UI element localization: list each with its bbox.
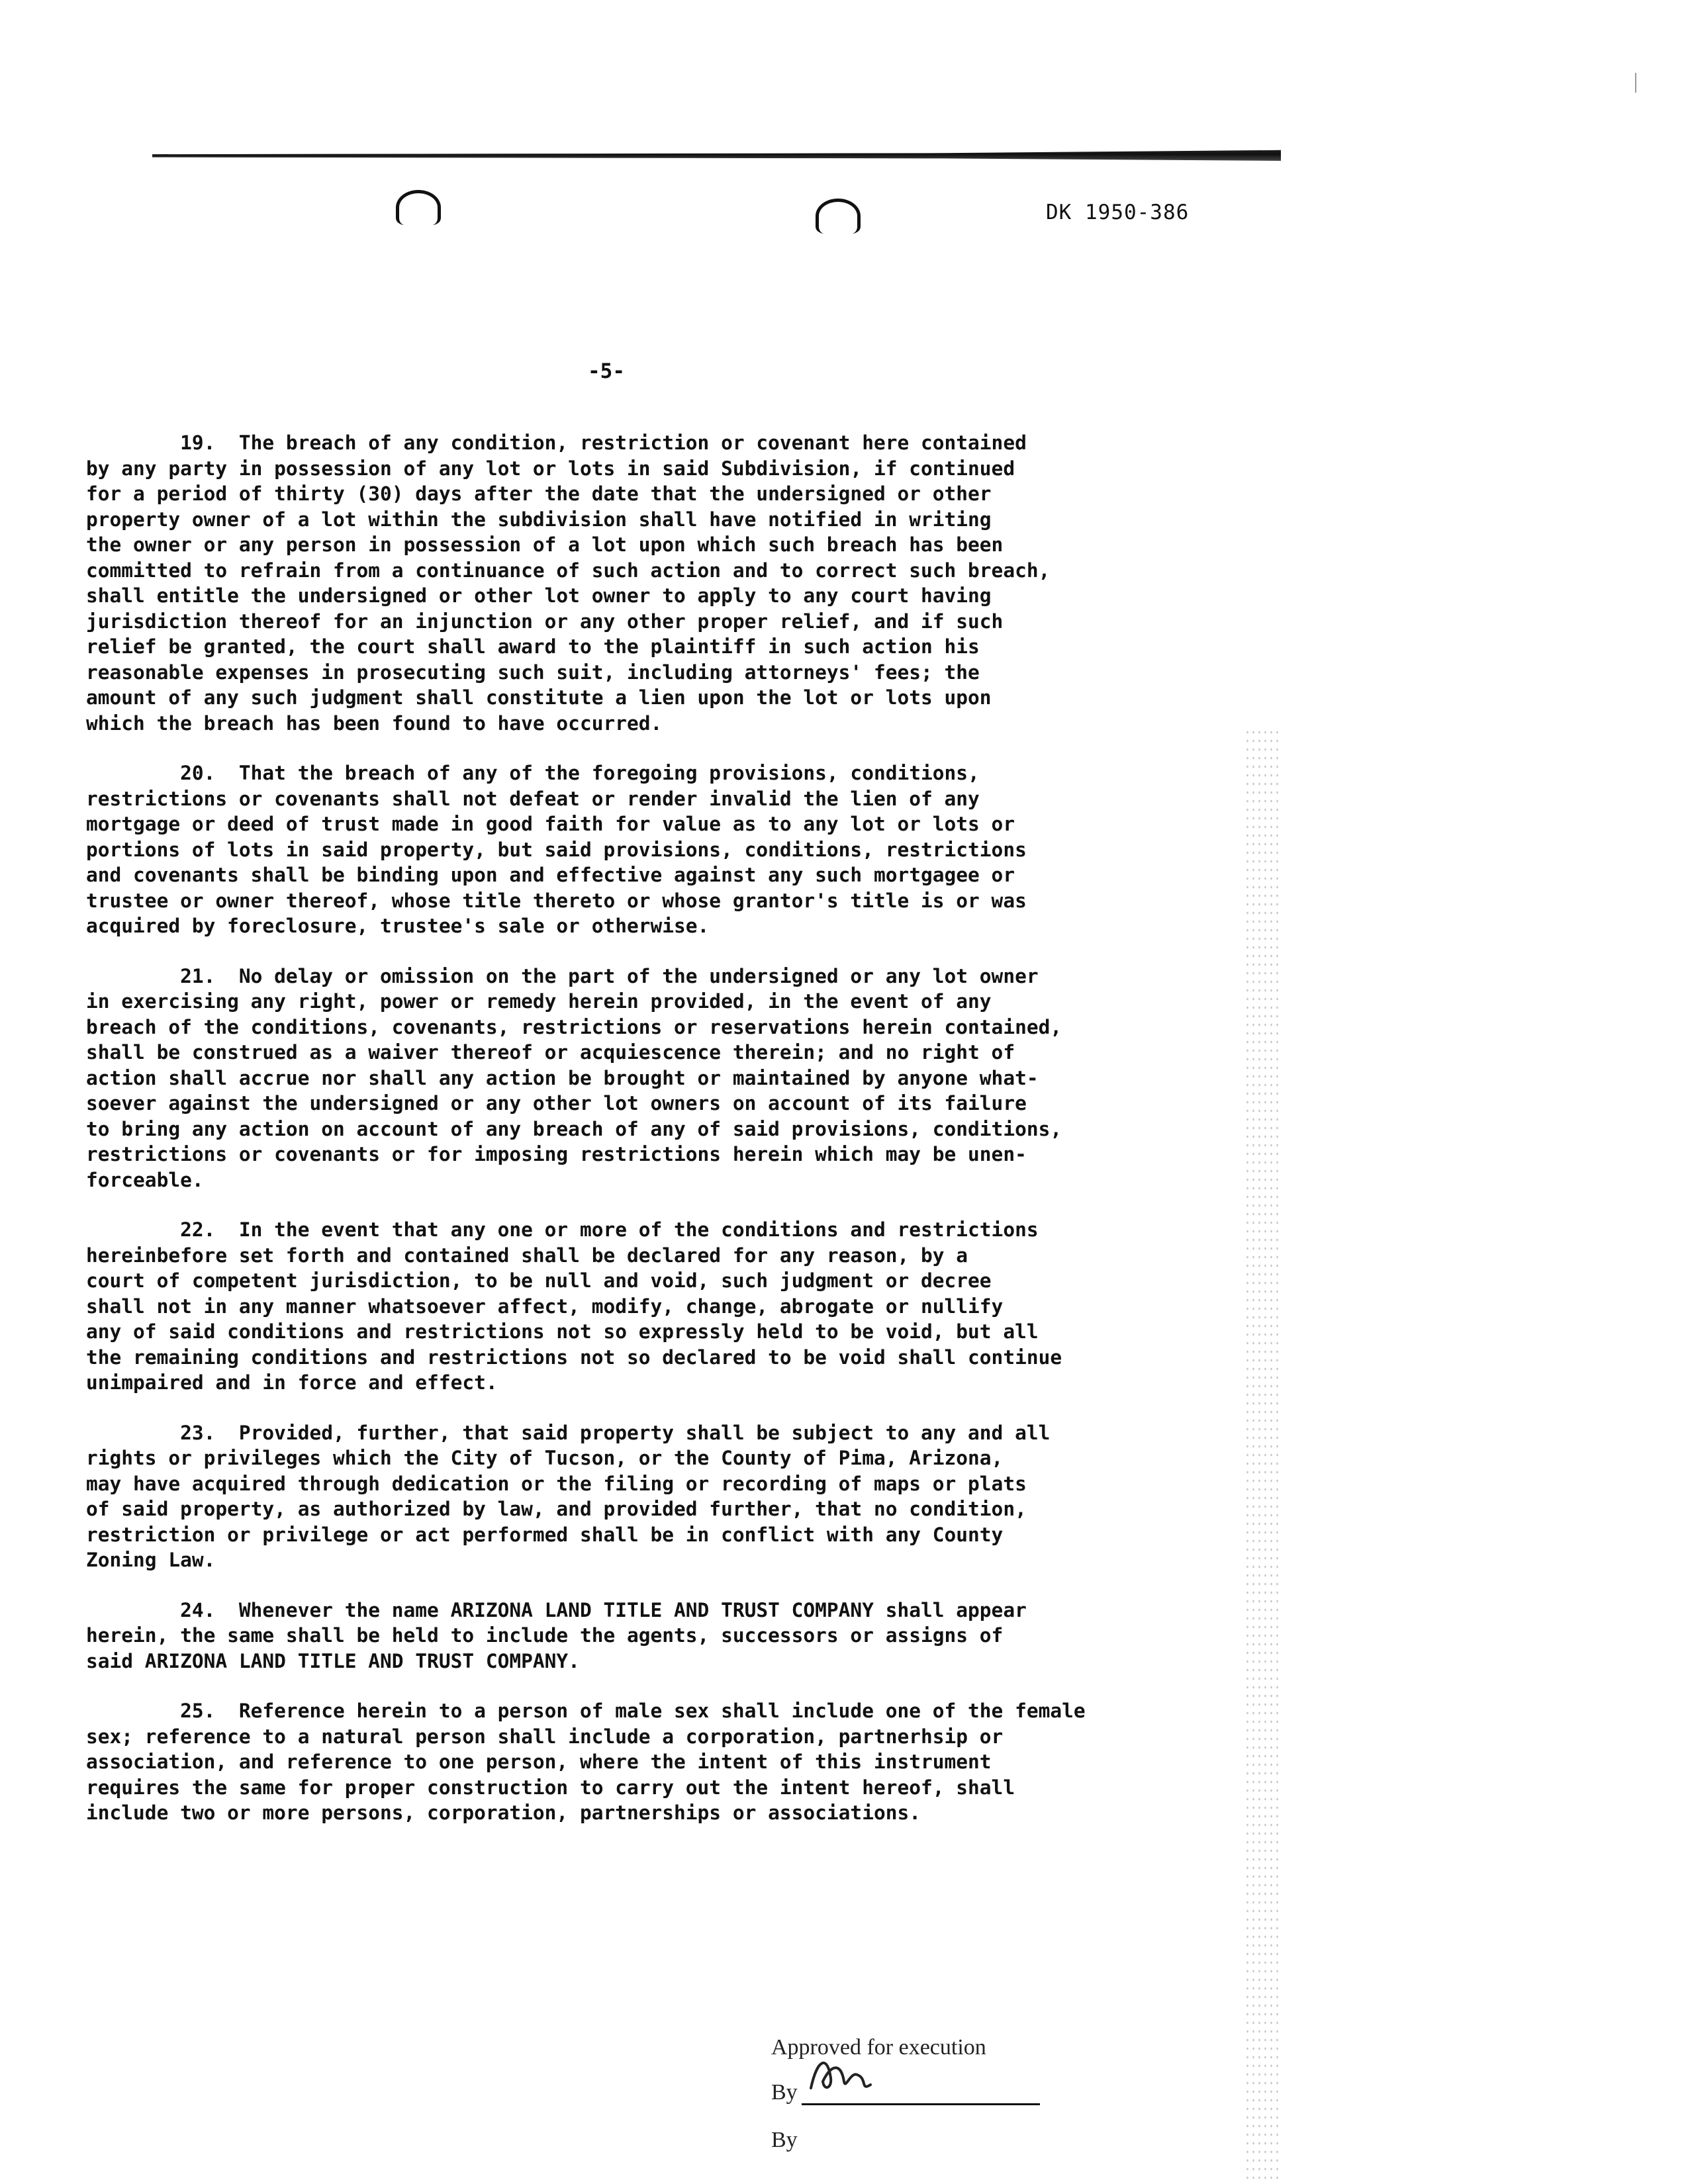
text-line: amount of any such judgment shall constitute a lien upon the lot or lots upon — [86, 686, 992, 709]
text-line: shall entitle the undersigned or other lot owner to apply to any court having — [86, 584, 992, 607]
text-line: shall not in any manner whatsoever affect, modify, change, abrogate or nullify — [86, 1295, 1004, 1318]
text-line: trustee or owner thereof, whose title thereto or whose grantor's title is or was — [86, 889, 1027, 912]
text-line: in exercising any right, power or remedy herein provided, in the event of any — [86, 990, 992, 1013]
text-line: of said property, as authorized by law, and provided further, that no condition, — [86, 1498, 1027, 1520]
text-line: relief be granted, the court shall award to the plaintiff in such action his — [86, 635, 980, 658]
text-line: 22. In the event that any one or more of the conditions and restrictions — [86, 1218, 1039, 1241]
text-line: committed to refrain from a continuance of such action and to correct such breach, — [86, 559, 1051, 582]
paragraph-25 — [86, 1698, 1152, 1826]
text-line: mortgage or deed of trust made in good faith for value as to any lot or lots or — [86, 813, 1015, 835]
text-line: any of said conditions and restrictions not so expressly held to be void, but all — [86, 1320, 1039, 1343]
text-line: rights or privileges which the City of Tucson, or the County of Pima, Arizona, — [86, 1447, 1004, 1469]
text-line: and covenants shall be binding upon and effective against any such mortgagee or — [86, 864, 1015, 886]
punch-hole-icon — [816, 199, 861, 234]
text-line: shall be construed as a waiver thereof or acquiescence therein; and no right of — [86, 1041, 1015, 1064]
signature-line-2 — [771, 2128, 1040, 2153]
paragraph-21 — [86, 964, 1152, 1193]
paragraph-19 — [86, 430, 1152, 736]
punch-hole-icon — [396, 190, 441, 225]
text-line: hereinbefore set forth and contained shall be declared for any reason, by a — [86, 1244, 968, 1267]
text-line: association, and reference to one person, where the intent of this instrument — [86, 1751, 992, 1773]
text-line: 24. Whenever the name ARIZONA LAND TITLE AND TRUST COMPANY shall appear — [86, 1598, 1027, 1621]
text-line: requires the same for proper construction to carry out the intent hereof, shall — [86, 1776, 1015, 1799]
text-line: 25. Reference herein to a person of male sex shall include one of the female — [86, 1700, 1086, 1722]
text-line: property owner of a lot within the subdivision shall have notified in writing — [86, 508, 992, 531]
text-line: portions of lots in said property, but said provisions, conditions, restrictions — [86, 838, 1027, 861]
text-line: unimpaired and in force and effect. — [86, 1371, 498, 1394]
paragraph-22 — [86, 1217, 1152, 1396]
text-line: breach of the conditions, covenants, restrictions or reservations herein contained, — [86, 1015, 1062, 1038]
text-line: which the breach has been found to have occurred. — [86, 711, 663, 735]
text-line: to bring any action on account of any breach of any of said provisions, conditions, — [86, 1117, 1062, 1140]
text-line: 19. The breach of any condition, restriction or covenant here contained — [86, 432, 1027, 454]
text-line: court of competent jurisdiction, to be null and void, such judgment or decree — [86, 1269, 992, 1292]
text-line: 20. That the breach of any of the foregoing provisions, conditions, — [86, 762, 980, 784]
page-number: -5- — [588, 359, 625, 383]
text-line: forceable. — [86, 1168, 204, 1191]
document-number: DK 1950-386 — [1046, 201, 1190, 224]
text-line: action shall accrue nor shall any action be brought or maintained by anyone what- — [86, 1066, 1039, 1089]
signature-rule — [802, 2099, 1040, 2105]
paragraph-20 — [86, 760, 1152, 939]
text-line: sex; reference to a natural person shall include a corporation, partnerhsip or — [86, 1725, 1004, 1748]
text-line: the remaining conditions and restrictions not so declared to be void shall continue — [86, 1345, 1062, 1369]
text-line: restrictions or covenants or for imposing restrictions herein which may be unen- — [86, 1143, 1027, 1165]
text-line: restriction or privilege or act performed shall be in conflict with any County — [86, 1523, 1004, 1546]
text-line: 23. Provided, further, that said property shall be subject to any and all — [86, 1421, 1051, 1444]
text-line: by any party in possession of any lot or lots in said Subdivision, if continued — [86, 457, 1015, 480]
approved-for-execution-label: Approved for execution — [771, 2035, 986, 2060]
by-label: By — [771, 2080, 798, 2105]
text-line: herein, the same shall be held to include the agents, successors or assigns of — [86, 1624, 1004, 1647]
text-line: for a period of thirty (30) days after the date that the undersigned or other — [86, 482, 992, 505]
text-line: 21. No delay or omission on the part of the undersigned or any lot owner — [86, 964, 1039, 987]
text-line: Zoning Law. — [86, 1549, 216, 1571]
text-line: said ARIZONA LAND TITLE AND TRUST COMPANY. — [86, 1649, 580, 1672]
text-line: reasonable expenses in prosecuting such suit, including attorneys' fees; the — [86, 660, 980, 684]
text-line: may have acquired through dedication or the filing or recording of maps or plats — [86, 1472, 1027, 1495]
text-line: include two or more persons, corporation, partnerships or associations. — [86, 1801, 921, 1824]
by-label: By — [771, 2128, 798, 2152]
top-scan-rule — [152, 149, 1281, 161]
handwritten-initials-icon — [804, 2052, 884, 2098]
document-body — [86, 430, 1152, 1850]
text-line: jurisdiction thereof for an injunction or any other proper relief, and if such — [86, 610, 1004, 633]
scan-mark — [1635, 73, 1636, 93]
text-line: soever against the undersigned or any other lot owners on account of its failure — [86, 1092, 1027, 1115]
text-line: restrictions or covenants shall not defeat or render invalid the lien of any — [86, 787, 980, 810]
paragraph-24 — [86, 1598, 1152, 1674]
paragraph-23 — [86, 1420, 1152, 1573]
text-line: the owner or any person in possession of a lot upon which such breach has been — [86, 533, 1004, 556]
scan-speckle — [1244, 728, 1281, 2184]
text-line: acquired by foreclosure, trustee's sale or otherwise. — [86, 915, 710, 937]
